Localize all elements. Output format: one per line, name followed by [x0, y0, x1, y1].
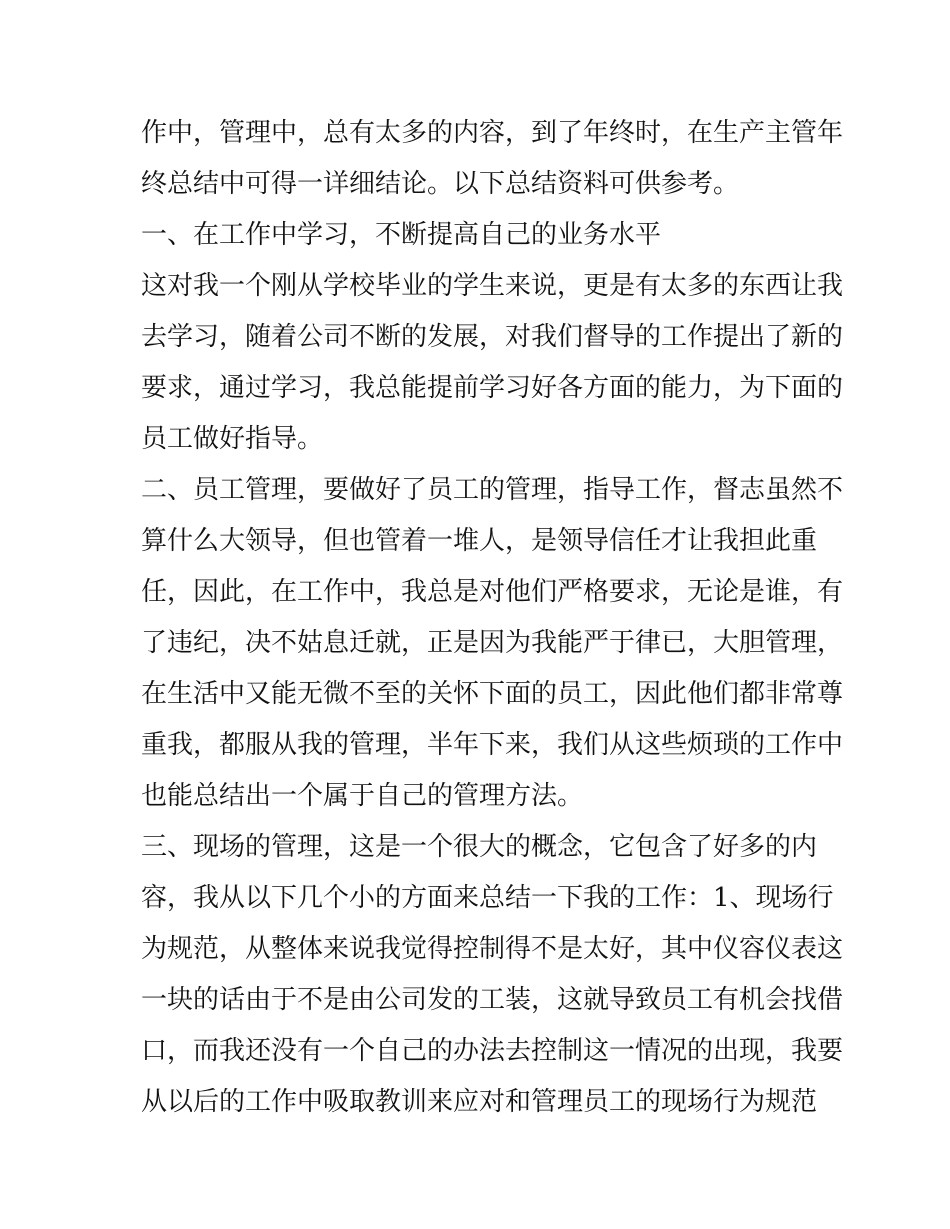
- text-line: 一块的话由于不是由公司发的工装，这就导致员工有机会找借: [141, 985, 844, 1015]
- text-line: 二、员工管理，要做好了员工的管理，指导工作，督志虽然不: [141, 475, 844, 505]
- text-line: 了违纪，决不姑息迁就，正是因为我能严于律已，大胆管理，: [141, 628, 844, 658]
- text-line: 要求，通过学习，我总能提前学习好各方面的能力，为下面的: [141, 373, 844, 403]
- text-line: 在生活中又能无微不至的关怀下面的员工，因此他们都非常尊: [141, 679, 844, 709]
- text-line: 也能总结出一个属于自己的管理方法。: [141, 781, 584, 811]
- text-line: 算什么大领导，但也管着一堆人，是领导信任才让我担此重: [141, 526, 818, 556]
- text-line: 作中，管理中，总有太多的内容，到了年终时，在生产主管年: [141, 118, 844, 148]
- text-line: 口，而我还没有一个自己的办法去控制这一情况的出现，我要: [141, 1036, 844, 1066]
- text-line: 从以后的工作中吸取教训来应对和管理员工的现场行为规范: [141, 1087, 818, 1117]
- text-line: 三、现场的管理，这是一个很大的概念，它包含了好多的内: [141, 832, 818, 862]
- text-line: 为规范，从整体来说我觉得控制得不是太好，其中仪容仪表这: [141, 934, 844, 964]
- section-heading: 一、在工作中学习，不断提高自己的业务水平: [141, 220, 662, 250]
- text-line: 重我，都服从我的管理，半年下来，我们从这些烦琐的工作中: [141, 730, 844, 760]
- text-line: 这对我一个刚从学校毕业的学生来说，更是有太多的东西让我: [141, 271, 844, 301]
- document-body: [141, 108, 844, 1128]
- text-line: 容，我从以下几个小的方面来总结一下我的工作：1、现场行: [141, 883, 834, 913]
- text-line: 去学习，随着公司不断的发展，对我们督导的工作提出了新的: [141, 322, 844, 352]
- text-line: 终总结中可得一详细结论。以下总结资料可供参考。: [141, 169, 740, 199]
- text-line: 任，因此，在工作中，我总是对他们严格要求，无论是谁，有: [141, 577, 844, 607]
- text-line: 员工做好指导。: [141, 424, 324, 454]
